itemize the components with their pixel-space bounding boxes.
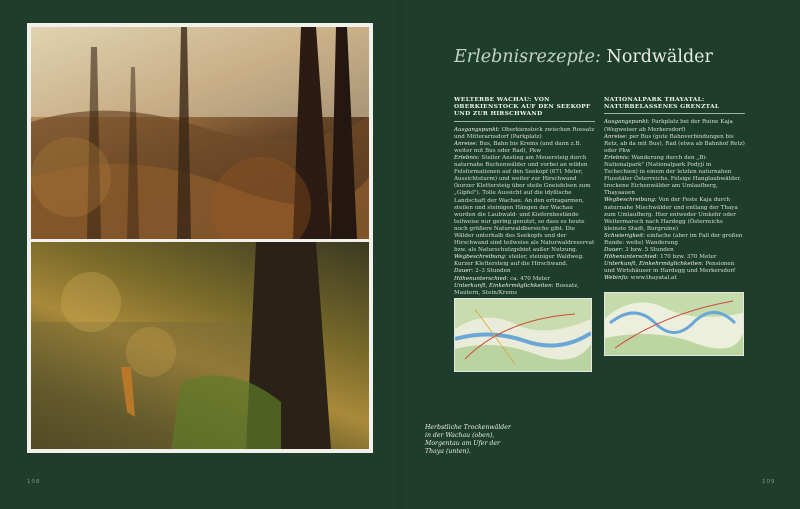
entry-label: Dauer: [454, 268, 474, 275]
entry-text: Parkplatz bei der Ruine Kaja (Wegweiser ab Merkersdorf) [604, 119, 733, 133]
entry-label: Unterkunft, Einkehrmöglichkeiten: [454, 282, 554, 289]
entry-text: www.thayatal.at [628, 275, 677, 282]
title-main: Nordwälder [606, 47, 713, 67]
entry-label: Ausgangspunkt: [604, 119, 650, 126]
entry-label: Wegbeschreibung: [604, 197, 657, 204]
thayatal-column [604, 96, 745, 283]
thayatal-map [604, 292, 744, 356]
entry-text: Pensionen und Wirtshäuser in Hardegg und Merkersdorf [604, 261, 736, 275]
page-gutter [398, 0, 402, 509]
page-title [454, 47, 713, 67]
wachau-map [454, 298, 592, 372]
entry-text: per Bus (gute Bahnverbindungen bis Retz, ab da mit Bus), Rad (etwa ab Bahnhof Retz) oder Pkw [604, 133, 745, 154]
wachau-text [454, 127, 595, 297]
entry-text: Oberkienstock zwischen Rossatz und Mitterarnsdorf (Parkplatz) [454, 126, 595, 140]
entry-text: Wanderung durch den „Bi-Nationalpark" (Nationalpark Podyjí in Tschechien) in einem der letzten naturnahen Flusstäler Österreichs. Felsige Hanglaubwälder, trockene Eichenwälder am Umlaufberg, Thayaauen [604, 154, 742, 197]
entry-label: Höhenunterschied: [604, 254, 659, 261]
entry-label: Schwierigkeit: [604, 232, 646, 239]
page-number-right: 109 [762, 479, 776, 485]
entry-label: Wegbeschreibung: [454, 254, 507, 261]
wachau-heading: WELTERBE WACHAU: VON OBERKIENSTOCK AUF DEN SEEKOPF UND ZUR HIRSCHWAND [454, 96, 591, 118]
heading-rule [454, 121, 595, 122]
entry-label: Unterkunft, Einkehrmöglichkeiten: [604, 261, 704, 268]
wachau-column [454, 96, 595, 297]
entry-text: 2–3 Stunden [473, 268, 511, 275]
entry-label: Erlebnis: [604, 154, 630, 161]
thayatal-text [604, 119, 745, 282]
entry-label: Webinfo: [604, 275, 629, 282]
entry-label: Ausgangspunkt: [454, 126, 500, 133]
entry-text: Bus, Bahn bis Krems (und dann z.B. weiter mit Bus oder Rad), Pkw [454, 140, 582, 154]
autumn-forest-photo [31, 27, 369, 239]
entry-label: Anreise: [604, 133, 628, 140]
entry-text: 170 bzw. 370 Meter [658, 254, 717, 261]
entry-label: Anreise: [454, 140, 478, 147]
entry-label: Dauer: [604, 247, 624, 254]
river-morning-dew-photo [31, 242, 369, 449]
heading-rule [604, 113, 745, 114]
entry-text: 3 bzw. 5 Stunden [623, 247, 674, 254]
entry-label: Erlebnis: [454, 154, 480, 161]
title-prefix: Erlebnisrezepte: [454, 47, 601, 67]
entry-text: Rossatz, Mautern, Stein/Krems [454, 282, 579, 296]
entry-text: Steiler Anstieg am Meuersteig durch naturnahe Buchenwälder und vorbei an wilden Felsformationen auf den Seekopf (671 Meter, Aussichtsturm) und weiter zur Hirschwand (kurzer Klettersteig über steile Gneisfelsen zum „Gipfel"). Tolle Aussicht auf die idyllische Landschaft der Wachau. An den ertragarmen, steilen und steinigen Hängen der Wachau wurden die Laubwald- und Kiefernbestände teilweise nur gering genutzt, so dass es heute noch größere Naturwaldbereiche gibt. Die Wälder unterhalb des Seekopfs und der Hirschwand sind teilweise als Naturwaldreservat bzw. als Naturschutzgebiet außer Nutzung. [454, 154, 595, 254]
entry-text: ca. 470 Meter [508, 275, 550, 282]
page-number-left: 108 [27, 479, 41, 485]
thayatal-heading: NATIONALPARK THAYATAL: NATURBELASSENES GRENZTAL [604, 96, 720, 111]
entry-label: Höhenunterschied: [454, 275, 509, 282]
photo-caption: Herbstliche Trockenwälder in der Wachau (oben), Morgentau am Ufer der Thaya (unten). [425, 424, 511, 455]
entry-text: steiler, steiniger Waldweg. Kurzer Klettersteig auf die Hirschwand. [454, 254, 584, 268]
entry-text: Von der Feste Kaja durch naturnahe Mischwälder und entlang der Thaya zum Umlaufberg. Hier entweder Umkehr oder Weitermarsch nach Hardegg (Österreichs kleinste Stadt, Burgruine) [604, 197, 738, 232]
entry-text: einfache (aber im Fall der großen Runde: weite) Wanderung [604, 232, 743, 246]
